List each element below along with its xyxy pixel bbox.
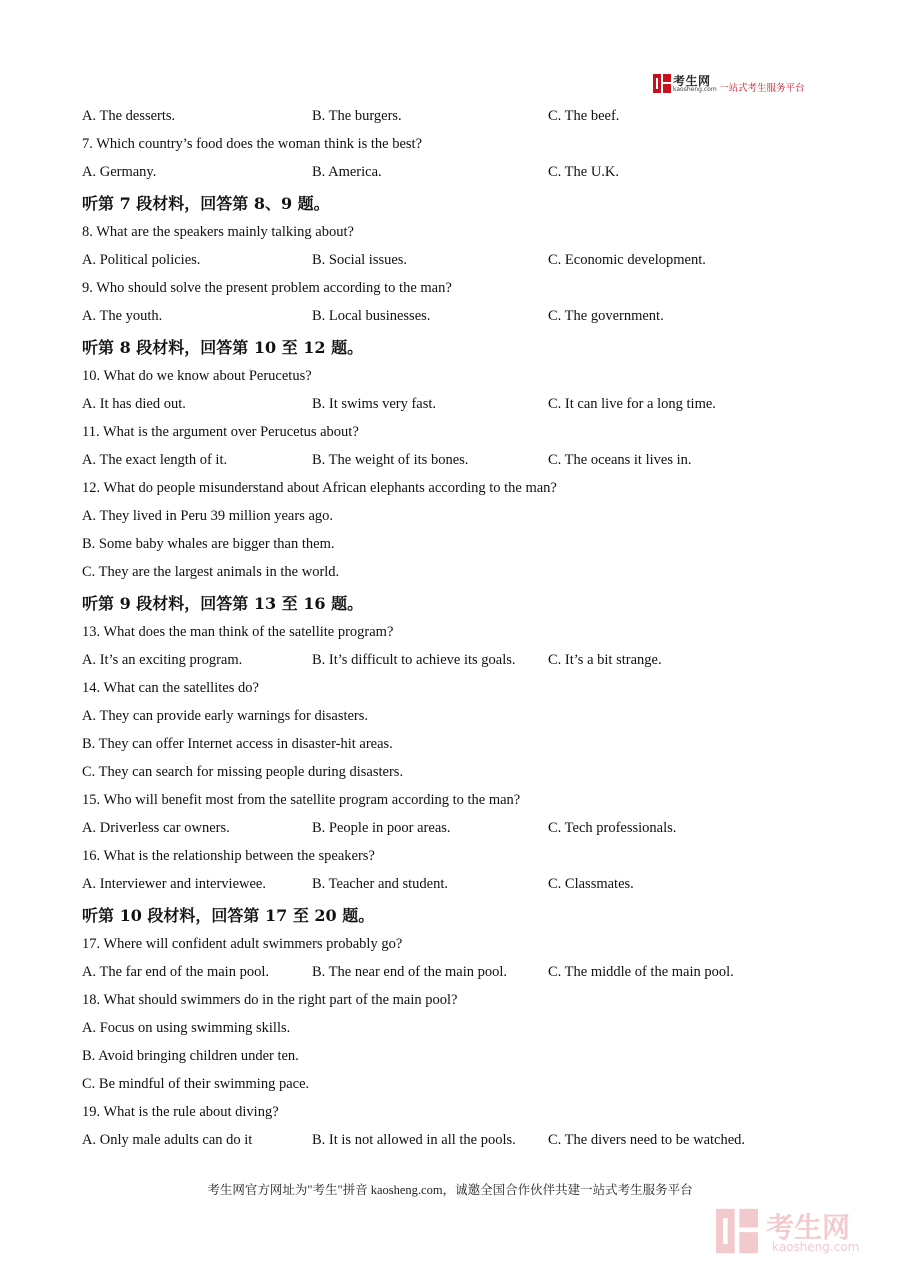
option-c: C. The government. [548,308,664,324]
option-c: C. The middle of the main pool. [548,964,734,980]
question-list [82,104,842,1156]
option-b: B. The near end of the main pool. [312,964,508,980]
header-domain: kaosheng.com [673,86,717,93]
question-text: C. They are the largest animals in the world. [82,564,340,580]
question-text: A. They lived in Peru 39 million years ago. [82,508,334,524]
question-text: 9. Who should solve the present problem according to the man? [82,280,452,296]
option-b: B. Social issues. [312,252,408,268]
option-c: C. The U.K. [548,164,620,180]
answer-options [82,248,842,276]
option-c: C. It’s a bit strange. [548,652,662,668]
section-heading: 听第 10 段材料，回答第 17 至 20 题。 [82,906,375,925]
question-text: C. Be mindful of their swimming pace. [82,1076,310,1092]
option-b: B. People in poor areas. [312,820,451,836]
option-a: A. Political policies. [82,252,201,268]
section-heading: 听第 7 段材料，回答第 8、9 题。 [82,194,330,213]
option-c: C. Classmates. [548,876,634,892]
question-text: A. Focus on using swimming skills. [82,1020,291,1036]
question-text: 19. What is the rule about diving? [82,1104,279,1120]
option-b: B. It’s difficult to achieve its goals. [312,652,516,668]
question-text: 16. What is the relationship between the speakers? [82,848,375,864]
option-b: B. Teacher and student. [312,876,449,892]
question-text: 11. What is the argument over Perucetus about? [82,424,359,440]
option-c: C. Economic development. [548,252,706,268]
answer-options [82,304,842,332]
kaosheng-logo-icon [653,74,671,93]
option-c: C. The oceans it lives in. [548,452,692,468]
question-text: 14. What can the satellites do? [82,680,259,696]
header-brand: 考生网 [673,74,711,88]
answer-options [82,1128,842,1156]
option-b: B. America. [312,164,382,180]
question-text: 13. What does the man think of the satellite program? [82,624,394,640]
question-text: 12. What do people misunderstand about African elephants according to the man? [82,480,557,496]
option-a: A. The exact length of it. [82,452,228,468]
option-b: B. It is not allowed in all the pools. [312,1132,516,1148]
option-b: B. It swims very fast. [312,396,437,412]
watermark-brand: 考生网 [766,1211,851,1244]
option-c: C. Tech professionals. [548,820,677,836]
question-text: B. Avoid bringing children under ten. [82,1048,299,1064]
watermark-domain: kaosheng.com [772,1240,860,1254]
header-slogan: 一站式考生服务平台 [719,83,805,94]
section-heading: 听第 9 段材料，回答第 13 至 16 题。 [82,594,364,613]
option-a: A. Only male adults can do it [82,1132,253,1148]
answer-options [82,448,842,476]
question-text: B. Some baby whales are bigger than them. [82,536,335,552]
option-a: A. It has died out. [82,396,186,412]
question-text: A. They can provide early warnings for disasters. [82,708,369,724]
answer-options [82,104,842,132]
header-logo [653,72,823,96]
option-a: A. The desserts. [82,108,176,124]
question-text: C. They can search for missing people during disasters. [82,764,404,780]
section-heading: 听第 8 段材料，回答第 10 至 12 题。 [82,338,364,357]
answer-options [82,872,842,900]
question-text: B. They can offer Internet access in disaster-hit areas. [82,736,393,752]
option-a: A. The far end of the main pool. [82,964,269,980]
footer-text: 考生网官方网址为"考生"拼音 kaosheng.com，诚邀全国合作伙伴共建一站式考生服务平台 [207,1183,693,1197]
option-a: A. The youth. [82,308,163,324]
answer-options [82,648,842,676]
question-text: 7. Which country’s food does the woman think is the best? [82,136,423,152]
answer-options [82,160,842,188]
option-c: C. The divers need to be watched. [548,1132,746,1148]
question-text: 10. What do we know about Perucetus? [82,368,312,384]
watermark-logo [716,1206,886,1258]
option-a: A. It’s an exciting program. [82,652,243,668]
option-b: B. The weight of its bones. [312,452,469,468]
option-a: A. Germany. [82,164,157,180]
option-c: C. The beef. [548,108,620,124]
option-a: A. Interviewer and interviewee. [82,876,266,892]
question-text: 18. What should swimmers do in the right part of the main pool? [82,992,458,1008]
answer-options [82,960,842,988]
option-a: A. Driverless car owners. [82,820,230,836]
answer-options [82,816,842,844]
question-text: 15. Who will benefit most from the satellite program according to the man? [82,792,521,808]
answer-options [82,392,842,420]
kaosheng-watermark-icon [716,1208,758,1254]
question-text: 17. Where will confident adult swimmers probably go? [82,936,403,952]
option-b: B. The burgers. [312,108,402,124]
question-text: 8. What are the speakers mainly talking about? [82,224,354,240]
option-b: B. Local businesses. [312,308,431,324]
option-c: C. It can live for a long time. [548,396,716,412]
